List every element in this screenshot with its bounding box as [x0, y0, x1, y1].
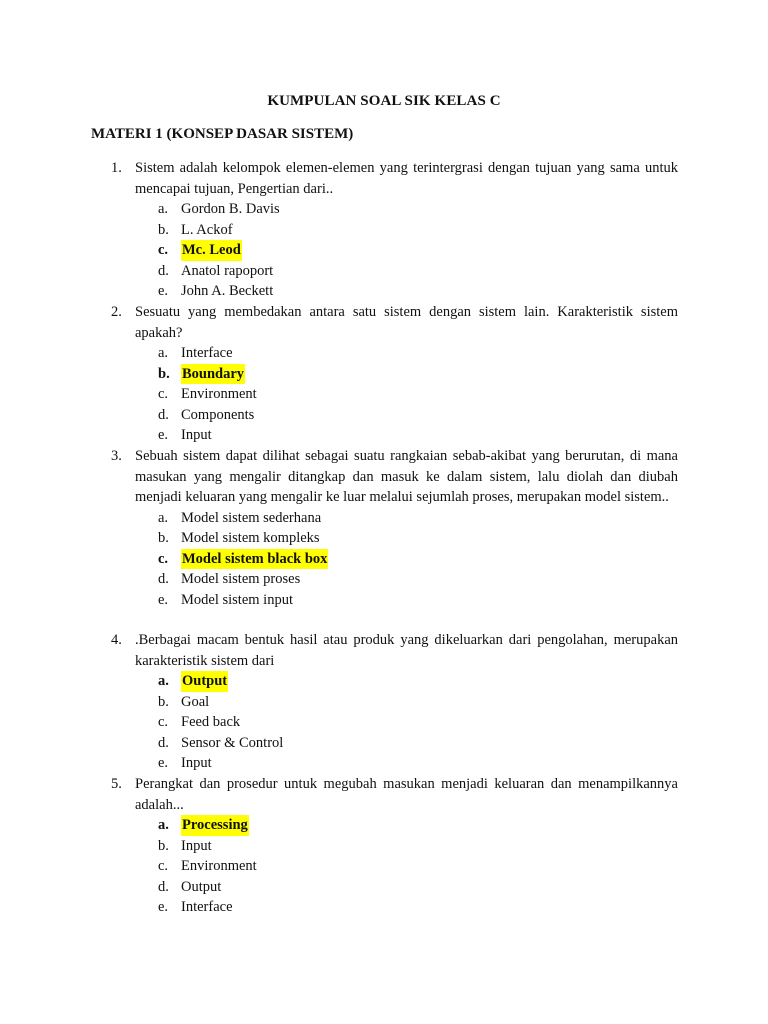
option-item: [111, 712, 678, 733]
option-letter: d.: [158, 262, 169, 279]
option-item: [111, 753, 678, 774]
option-text: Model sistem input: [181, 591, 293, 608]
option-text: Environment: [181, 386, 257, 402]
option-letter: d.: [158, 571, 169, 587]
option-letter: a.: [158, 673, 169, 689]
question-number: 4.: [111, 632, 122, 648]
option-text: Environment: [181, 858, 257, 874]
option-list: [111, 199, 678, 302]
option-item: [111, 261, 678, 282]
question-text: Sesuatu yang membedakan antara satu sistem dengan sistem lain. Karakteristik sistem apakah?: [135, 304, 678, 341]
option-text: Model sistem sederhana: [181, 509, 322, 526]
question-3: [111, 446, 678, 610]
question-4: [111, 630, 678, 774]
option-text: Components: [181, 406, 255, 423]
option-letter: e.: [158, 755, 169, 771]
option-letter: b.: [158, 837, 169, 854]
option-item: [111, 528, 678, 549]
option-letter: a.: [158, 817, 169, 833]
option-text: Input: [181, 755, 212, 771]
option-text: Goal: [181, 693, 210, 710]
document-title: KUMPULAN SOAL SIK KELAS C: [267, 93, 501, 109]
option-item: [111, 692, 678, 713]
question-1: [111, 158, 678, 302]
question-text: Perangkat dan prosedur untuk megubah masukan menjadi keluaran dan menampilkannya adalah...: [135, 776, 678, 813]
option-text: John A. Beckett: [181, 283, 274, 299]
option-text-highlighted: Model sistem black box: [181, 549, 328, 570]
option-letter: a.: [158, 201, 169, 217]
question-5: [111, 774, 678, 918]
question-number: 1.: [111, 160, 122, 176]
option-item: [111, 733, 678, 754]
option-item: [111, 897, 678, 918]
option-item: [111, 425, 678, 446]
option-letter: e.: [158, 591, 169, 608]
option-list: [111, 671, 678, 774]
option-item-correct: [111, 671, 678, 692]
option-item: [111, 343, 678, 364]
option-text-highlighted: Output: [181, 671, 228, 692]
option-item-correct: [111, 364, 678, 385]
option-item: [111, 199, 678, 220]
option-letter: b.: [158, 693, 169, 710]
option-letter: b.: [158, 365, 170, 382]
option-text-highlighted: Mc. Leod: [181, 240, 242, 261]
option-item: [111, 281, 678, 302]
question-text: .Berbagai macam bentuk hasil atau produk yang dikeluarkan dari pengolahan, merupakan karakteristik sistem dari: [135, 632, 678, 669]
option-letter: c.: [158, 858, 169, 874]
option-letter: b.: [158, 221, 169, 238]
option-letter: d.: [158, 406, 169, 423]
option-letter: c.: [158, 714, 169, 730]
option-letter: c.: [158, 550, 169, 567]
option-text: Output: [181, 878, 222, 895]
option-text: Gordon B. Davis: [181, 201, 280, 217]
option-text: Model sistem kompleks: [181, 530, 320, 546]
option-letter: a.: [158, 509, 169, 526]
option-letter: e.: [158, 283, 169, 299]
option-text: Feed back: [181, 714, 241, 730]
option-item: [111, 508, 678, 529]
option-text: Interface: [181, 345, 233, 361]
option-letter: d.: [158, 734, 169, 751]
question-text: Sebuah sistem dapat dilihat sebagai suatu rangkaian sebab-akibat yang berurutan, di mana masukan yang mengalir ditangkap dan masuk ke dalam sistem, lalu diolah dan diubah menjadi keluaran yang mengalir ke luar melalui sejumlah proses, merupakan model sistem..: [135, 448, 678, 505]
option-item: [111, 405, 678, 426]
option-letter: c.: [158, 242, 169, 258]
option-list: [111, 815, 678, 918]
option-letter: e.: [158, 899, 169, 915]
option-letter: b.: [158, 530, 169, 546]
option-text: L. Ackof: [181, 221, 233, 238]
option-text-highlighted: Boundary: [181, 364, 245, 385]
option-item-correct: [111, 549, 678, 570]
option-item: [111, 836, 678, 857]
option-text: Model sistem proses: [181, 571, 301, 587]
option-item-correct: [111, 815, 678, 836]
option-item: [111, 220, 678, 241]
section-heading: MATERI 1 (KONSEP DASAR SISTEM): [91, 126, 354, 142]
option-list: [111, 508, 678, 611]
question-number: 2.: [111, 304, 122, 320]
option-item-correct: [111, 240, 678, 261]
option-item: [111, 590, 678, 611]
option-item: [111, 384, 678, 405]
option-letter: e.: [158, 427, 169, 443]
question-2: [111, 302, 678, 446]
option-letter: a.: [158, 345, 169, 361]
option-text-highlighted: Processing: [181, 815, 249, 836]
option-text: Input: [181, 837, 212, 854]
option-item: [111, 856, 678, 877]
question-number: 5.: [111, 776, 122, 792]
option-text: Sensor & Control: [181, 734, 284, 751]
question-number: 3.: [111, 448, 122, 464]
option-list: [111, 343, 678, 446]
option-item: [111, 569, 678, 590]
option-text: Interface: [181, 899, 233, 915]
option-text: Input: [181, 427, 212, 443]
option-letter: d.: [158, 878, 169, 895]
option-item: [111, 877, 678, 898]
question-text: Sistem adalah kelompok elemen-elemen yang terintergrasi dengan tujuan yang sama untuk mencapai tujuan, Pengertian dari..: [135, 160, 678, 197]
option-letter: c.: [158, 386, 169, 402]
option-text: Anatol rapoport: [181, 262, 274, 279]
